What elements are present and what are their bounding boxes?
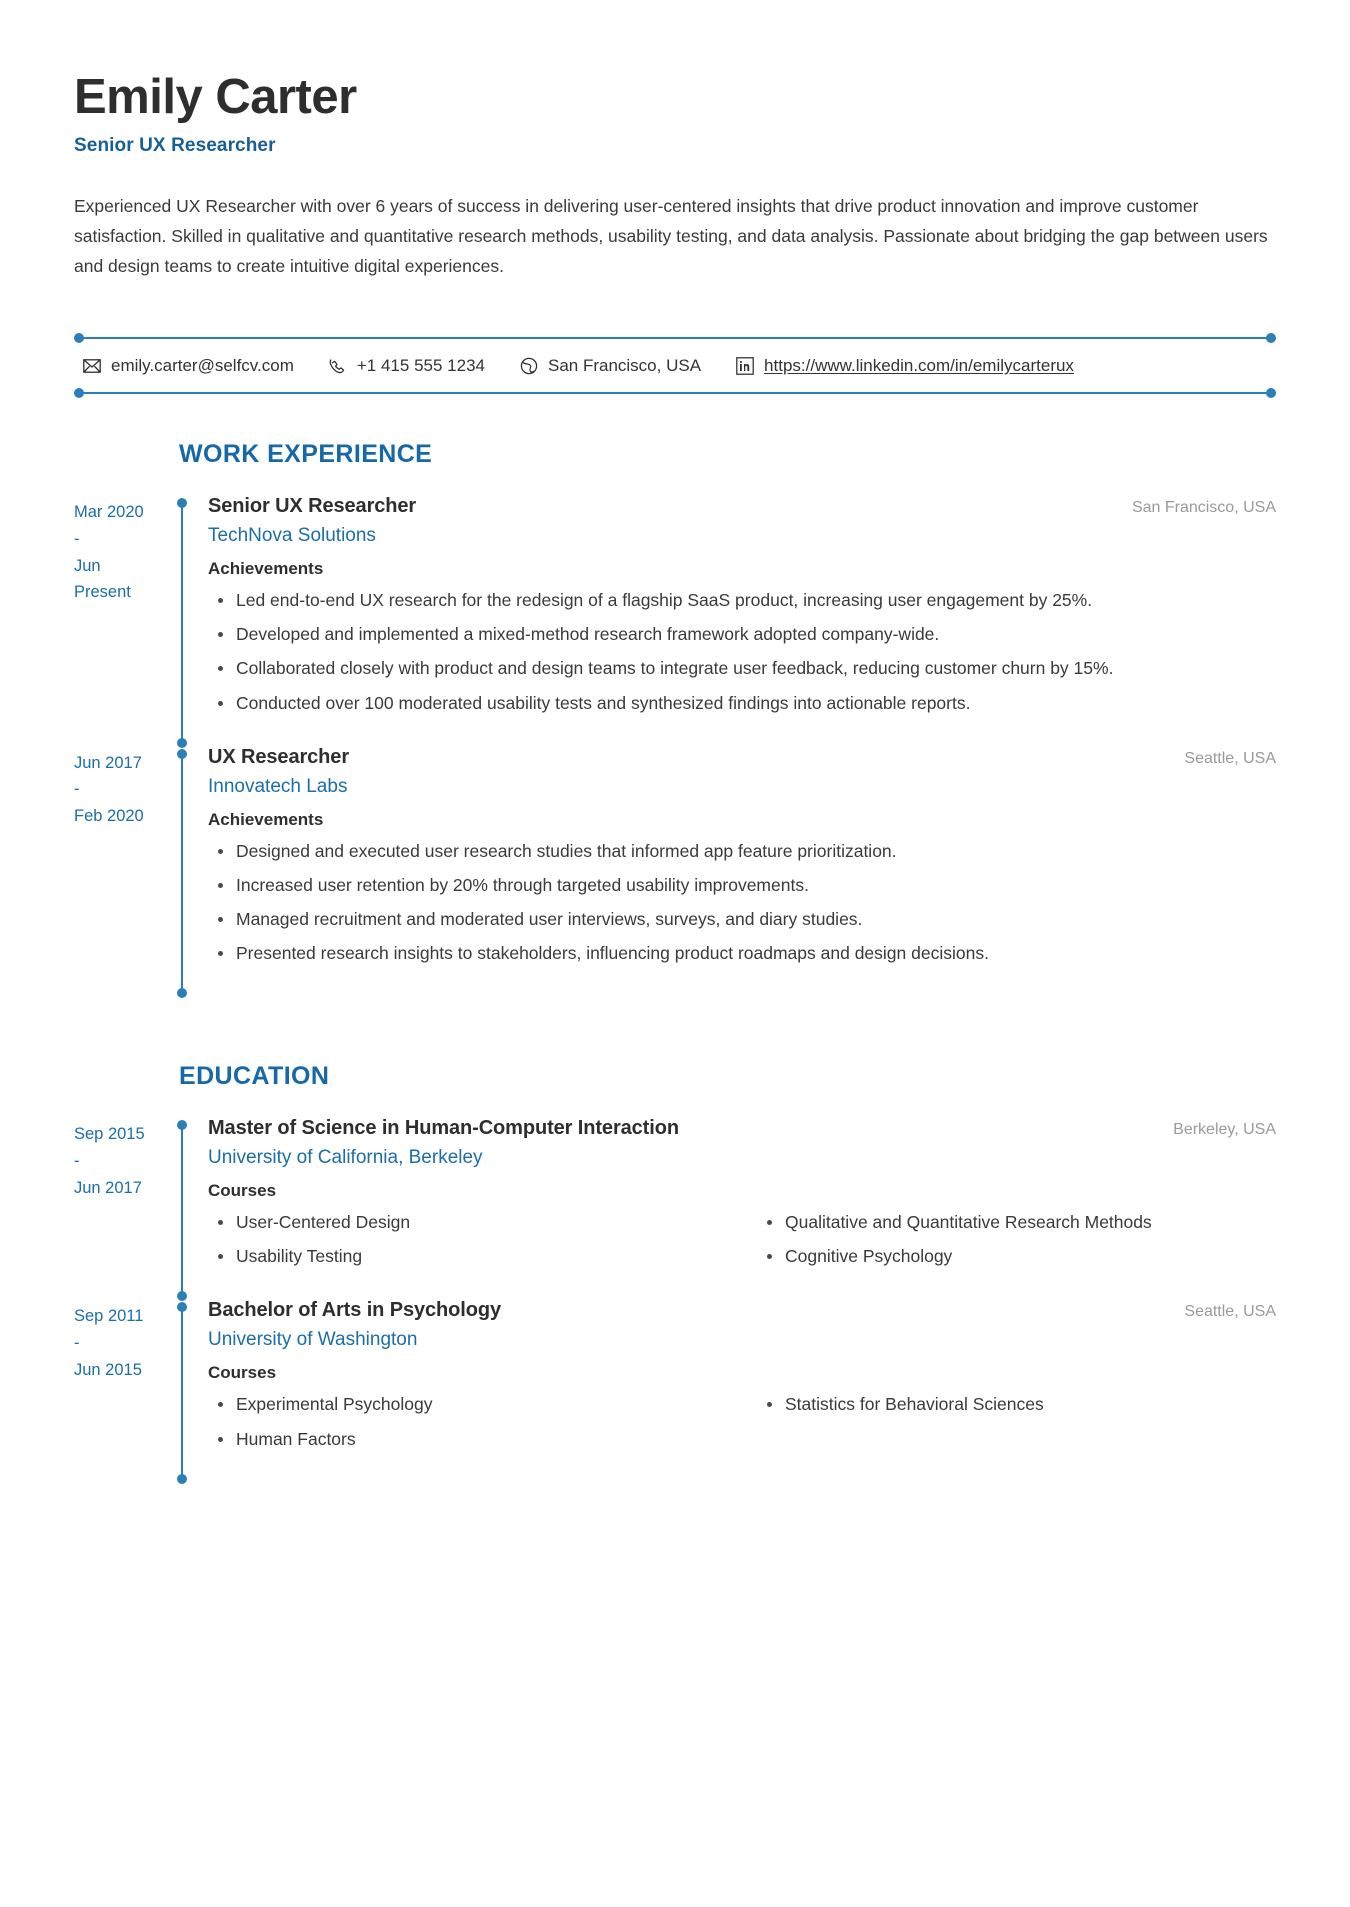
date-start: Jun 2017 xyxy=(74,753,142,772)
candidate-name: Emily Carter xyxy=(74,70,357,124)
list-item: Experimental Psychology xyxy=(208,1391,727,1418)
company-name: Innovatech Labs xyxy=(208,775,348,797)
list-item: Qualitative and Quantitative Research Methods xyxy=(757,1209,1276,1236)
timeline-line xyxy=(181,754,183,997)
date-start: Sep 2015 xyxy=(74,1125,145,1144)
section-education xyxy=(74,1062,1276,1482)
phone-icon xyxy=(328,356,348,376)
date-end-line1: Jun xyxy=(74,556,101,575)
list-item: Usability Testing xyxy=(208,1243,727,1270)
courses-label: Courses xyxy=(208,1181,277,1201)
achievements-list xyxy=(208,587,1276,717)
date-dash: - xyxy=(74,780,80,799)
contact-linkedin-text[interactable]: https://www.linkedin.com/in/emilycarterux xyxy=(764,356,1074,376)
school-location: Seattle, USA xyxy=(1184,1303,1276,1321)
section-work-experience xyxy=(74,440,1276,996)
contact-bar xyxy=(74,317,1276,412)
work-entry-head xyxy=(208,495,1276,518)
work-entry-dates xyxy=(74,746,172,997)
education-entry-body xyxy=(194,1117,1276,1299)
timeline-dot-bottom xyxy=(177,1474,187,1484)
list-item: Increased user retention by 20% through targeted usability improvements. xyxy=(208,872,1276,899)
list-item: Designed and executed user research studies that informed app feature prioritization. xyxy=(208,838,1276,865)
school-name: University of Washington xyxy=(208,1329,418,1351)
education-entry-body xyxy=(194,1299,1276,1481)
list-item: Cognitive Psychology xyxy=(757,1243,1276,1270)
contact-phone[interactable] xyxy=(328,356,485,376)
section-title-education: EDUCATION xyxy=(179,1062,330,1091)
date-dash: - xyxy=(74,1334,80,1353)
list-item: Presented research insights to stakeholders, influencing product roadmaps and design decisions. xyxy=(208,940,1276,967)
job-title: UX Researcher xyxy=(208,745,350,768)
work-entry-body xyxy=(194,495,1276,746)
list-item: Conducted over 100 moderated usability tests and synthesized findings into actionable reports. xyxy=(208,690,1276,717)
section-spacer xyxy=(74,996,1276,1038)
contact-email-text: emily.carter@selfcv.com xyxy=(111,356,294,376)
contact-email[interactable] xyxy=(82,356,294,376)
work-entry-head xyxy=(208,746,1276,769)
linkedin-icon xyxy=(735,356,755,376)
achievements-list xyxy=(208,838,1276,968)
job-location: San Francisco, USA xyxy=(1131,499,1276,517)
education-entry xyxy=(74,1117,1276,1299)
date-end-line1: Jun 2015 xyxy=(74,1360,142,1379)
resume-header xyxy=(74,70,1276,281)
contact-linkedin[interactable] xyxy=(735,356,1074,376)
contact-location[interactable] xyxy=(519,356,701,376)
date-start: Mar 2020 xyxy=(74,503,144,522)
contact-items xyxy=(74,339,1276,392)
date-dash: - xyxy=(74,529,80,548)
list-item: Collaborated closely with product and design teams to integrate user feedback, reducing customer churn by 15%. xyxy=(208,655,1276,682)
work-entry-dates xyxy=(74,495,172,746)
timeline-rail xyxy=(172,495,194,746)
professional-summary: Experienced UX Researcher with over 6 years of success in delivering user-centered insights that drive product innovation and improve customer satisfaction. Skilled in qualitative and quantitative research methods, usability testing, and data analysis. Passionate about bridging the gap between users and design teams to create intuitive digital experiences. xyxy=(74,195,1268,277)
work-entry-body xyxy=(194,746,1276,997)
education-entry-dates xyxy=(74,1299,172,1481)
timeline-rail xyxy=(172,1117,194,1299)
job-title: Senior UX Researcher xyxy=(208,495,417,518)
education-entry-dates xyxy=(74,1117,172,1299)
list-item: Human Factors xyxy=(208,1426,727,1453)
contact-phone-text: +1 415 555 1234 xyxy=(356,356,485,376)
education-entry xyxy=(74,1299,1276,1481)
courses-list xyxy=(208,1391,1276,1459)
timeline-line xyxy=(181,1307,183,1481)
timeline-line xyxy=(181,1125,183,1299)
work-entry xyxy=(74,746,1276,997)
candidate-headline: Senior UX Researcher xyxy=(74,134,276,156)
contact-location-text: San Francisco, USA xyxy=(547,356,702,376)
courses-list xyxy=(208,1209,1276,1277)
envelope-icon xyxy=(82,356,102,376)
education-entry-head xyxy=(208,1117,1276,1140)
achievements-label: Achievements xyxy=(208,809,324,829)
school-location: Berkeley, USA xyxy=(1173,1121,1276,1139)
list-item: Statistics for Behavioral Sciences xyxy=(757,1391,1276,1418)
job-location: Seattle, USA xyxy=(1184,749,1276,767)
date-end-line1: Feb 2020 xyxy=(74,807,144,826)
timeline-line xyxy=(181,503,183,746)
date-end-line2: Present xyxy=(74,583,131,602)
list-item: User-Centered Design xyxy=(208,1209,727,1236)
contact-rule-top xyxy=(74,337,1276,339)
degree-title: Bachelor of Arts in Psychology xyxy=(208,1299,501,1322)
contact-rule-bottom xyxy=(74,392,1276,394)
globe-icon xyxy=(519,356,539,376)
school-name: University of California, Berkeley xyxy=(208,1147,483,1169)
section-title-work: WORK EXPERIENCE xyxy=(179,440,433,469)
list-item: Developed and implemented a mixed-method research framework adopted company-wide. xyxy=(208,621,1276,648)
date-start: Sep 2011 xyxy=(74,1307,144,1326)
list-item: Managed recruitment and moderated user interviews, surveys, and diary studies. xyxy=(208,906,1276,933)
timeline-rail xyxy=(172,746,194,997)
list-item: Led end-to-end UX research for the redesign of a flagship SaaS product, increasing user engagement by 25%. xyxy=(208,587,1276,614)
timeline-rail xyxy=(172,1299,194,1481)
achievements-label: Achievements xyxy=(208,559,324,579)
education-entry-head xyxy=(208,1299,1276,1322)
company-name: TechNova Solutions xyxy=(208,525,376,547)
courses-label: Courses xyxy=(208,1363,277,1383)
work-entry xyxy=(74,495,1276,746)
date-end-line1: Jun 2017 xyxy=(74,1178,142,1197)
date-dash: - xyxy=(74,1151,80,1170)
degree-title: Master of Science in Human-Computer Interaction xyxy=(208,1117,679,1140)
